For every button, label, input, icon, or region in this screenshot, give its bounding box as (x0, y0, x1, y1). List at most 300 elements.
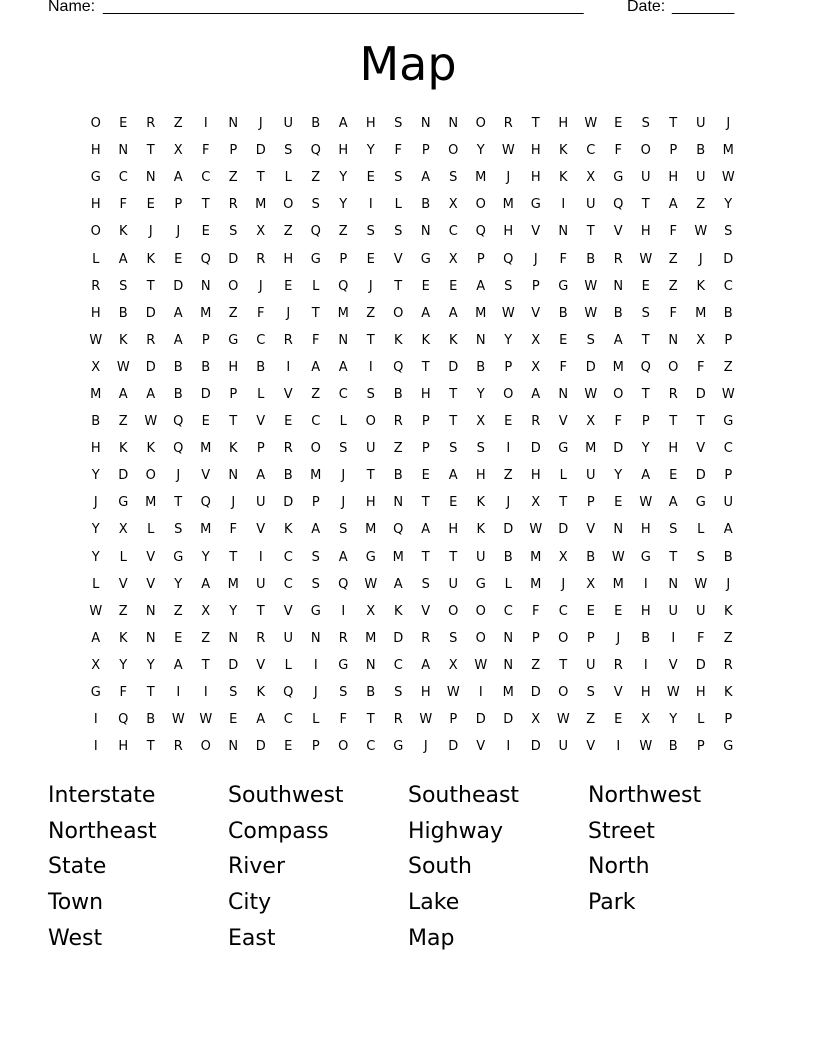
grid-letter[interactable]: C (558, 603, 568, 619)
grid-letter[interactable]: R (256, 630, 266, 646)
grid-letter[interactable]: Q (310, 224, 321, 240)
grid-letter[interactable]: I (286, 359, 291, 375)
grid-letter[interactable]: S (421, 576, 430, 592)
grid-letter[interactable]: N (228, 116, 239, 132)
grid-letter[interactable]: H (558, 116, 569, 132)
grid-letter[interactable]: T (559, 657, 568, 673)
grid-letter[interactable]: L (92, 576, 100, 592)
grid-letter[interactable]: X (448, 197, 458, 213)
grid-letter[interactable]: J (726, 116, 731, 132)
grid-letter[interactable]: Y (669, 712, 678, 728)
grid-letter[interactable]: Z (311, 386, 321, 402)
grid-letter[interactable]: P (201, 332, 210, 348)
grid-letter[interactable]: S (311, 576, 320, 592)
grid-letter[interactable]: N (310, 630, 321, 646)
grid-letter[interactable]: J (506, 170, 511, 186)
grid-letter[interactable]: N (558, 224, 569, 240)
grid-letter[interactable]: L (504, 576, 512, 592)
grid-letter[interactable]: T (201, 197, 210, 213)
grid-letter[interactable]: N (613, 278, 624, 294)
grid-letter[interactable]: N (228, 739, 239, 755)
grid-letter[interactable]: A (146, 386, 156, 402)
grid-letter[interactable]: S (476, 441, 485, 457)
grid-letter[interactable]: N (393, 495, 404, 511)
grid-letter[interactable]: R (421, 630, 431, 646)
grid-letter[interactable]: D (145, 359, 156, 375)
grid-letter[interactable]: Y (339, 170, 348, 186)
grid-letter[interactable]: M (90, 386, 102, 402)
grid-letter[interactable]: Q (503, 251, 514, 267)
grid-letter[interactable]: B (668, 739, 678, 755)
grid-letter[interactable]: W (501, 305, 515, 321)
grid-letter[interactable]: B (173, 386, 183, 402)
grid-letter[interactable]: M (310, 468, 322, 484)
grid-letter[interactable]: Q (200, 251, 211, 267)
grid-letter[interactable]: E (614, 495, 623, 511)
grid-letter[interactable]: F (202, 143, 210, 159)
grid-letter[interactable]: N (365, 657, 376, 673)
grid-letter[interactable]: X (448, 657, 458, 673)
grid-letter[interactable]: A (173, 170, 183, 186)
grid-letter[interactable]: T (146, 278, 155, 294)
grid-letter[interactable]: D (530, 441, 541, 457)
grid-letter[interactable]: O (613, 386, 624, 402)
grid-letter[interactable]: M (200, 305, 212, 321)
grid-letter[interactable]: T (449, 414, 458, 430)
grid-letter[interactable]: X (448, 251, 458, 267)
grid-letter[interactable]: L (697, 712, 705, 728)
grid-letter[interactable]: T (366, 332, 375, 348)
grid-letter[interactable]: N (668, 332, 679, 348)
grid-letter[interactable]: X (173, 143, 183, 159)
grid-letter[interactable]: J (341, 468, 346, 484)
grid-letter[interactable]: H (640, 522, 651, 538)
grid-letter[interactable]: B (393, 386, 403, 402)
grid-letter[interactable]: Z (228, 170, 238, 186)
grid-letter[interactable]: T (229, 549, 238, 565)
grid-letter[interactable]: N (420, 224, 431, 240)
grid-letter[interactable]: H (668, 441, 679, 457)
grid-letter[interactable]: L (312, 278, 320, 294)
grid-letter[interactable]: P (669, 143, 678, 159)
grid-letter[interactable]: T (201, 657, 210, 673)
grid-letter[interactable]: E (284, 278, 293, 294)
grid-letter[interactable]: E (421, 468, 430, 484)
grid-letter[interactable]: A (448, 468, 458, 484)
grid-letter[interactable]: Y (476, 143, 485, 159)
grid-letter[interactable]: T (146, 143, 155, 159)
grid-letter[interactable]: U (475, 549, 486, 565)
grid-letter[interactable]: J (506, 495, 511, 511)
grid-letter[interactable]: M (475, 305, 487, 321)
grid-letter[interactable]: Z (173, 603, 183, 619)
grid-letter[interactable]: L (697, 522, 705, 538)
grid-letter[interactable]: M (612, 576, 624, 592)
grid-letter[interactable]: W (694, 576, 708, 592)
grid-letter[interactable]: E (614, 116, 623, 132)
grid-letter[interactable]: P (311, 495, 320, 511)
grid-letter[interactable]: X (531, 332, 541, 348)
grid-letter[interactable]: V (668, 657, 678, 673)
grid-letter[interactable]: D (695, 386, 706, 402)
grid-letter[interactable]: T (174, 495, 183, 511)
grid-letter[interactable]: G (723, 414, 734, 430)
grid-letter[interactable]: E (641, 278, 650, 294)
grid-letter[interactable]: Z (393, 441, 403, 457)
grid-letter[interactable]: I (506, 739, 511, 755)
grid-letter[interactable]: P (229, 386, 238, 402)
grid-letter[interactable]: C (723, 441, 733, 457)
grid-letter[interactable]: V (613, 685, 623, 701)
grid-letter[interactable]: H (530, 468, 541, 484)
grid-letter[interactable]: R (613, 657, 623, 673)
grid-letter[interactable]: J (533, 251, 538, 267)
grid-letter[interactable]: J (561, 576, 566, 592)
grid-letter[interactable]: D (585, 359, 596, 375)
grid-letter[interactable]: S (449, 630, 458, 646)
grid-letter[interactable]: T (311, 305, 320, 321)
grid-letter[interactable]: D (695, 468, 706, 484)
grid-letter[interactable]: V (586, 739, 596, 755)
grid-letter[interactable]: J (258, 278, 263, 294)
grid-letter[interactable]: A (641, 468, 651, 484)
grid-letter[interactable]: H (118, 739, 129, 755)
grid-letter[interactable]: J (423, 739, 428, 755)
grid-letter[interactable]: B (558, 305, 568, 321)
grid-letter[interactable]: G (365, 549, 376, 565)
grid-letter[interactable]: E (284, 739, 293, 755)
grid-letter[interactable]: N (145, 603, 156, 619)
grid-letter[interactable]: V (393, 251, 403, 267)
grid-letter[interactable]: I (368, 359, 373, 375)
grid-letter[interactable]: I (643, 576, 648, 592)
grid-letter[interactable]: R (531, 414, 541, 430)
grid-letter[interactable]: B (723, 549, 733, 565)
grid-letter[interactable]: Q (118, 712, 129, 728)
grid-letter[interactable]: F (614, 143, 622, 159)
grid-letter[interactable]: M (227, 576, 239, 592)
grid-letter[interactable]: K (283, 522, 293, 538)
grid-letter[interactable]: M (200, 522, 212, 538)
grid-letter[interactable]: E (201, 414, 210, 430)
grid-letter[interactable]: I (176, 685, 181, 701)
grid-letter[interactable]: I (506, 441, 511, 457)
grid-letter[interactable]: B (256, 359, 266, 375)
grid-letter[interactable]: U (585, 468, 596, 484)
grid-letter[interactable]: A (421, 657, 431, 673)
grid-letter[interactable]: S (394, 224, 403, 240)
grid-letter[interactable]: E (284, 414, 293, 430)
grid-letter[interactable]: I (93, 739, 98, 755)
grid-letter[interactable]: U (668, 603, 678, 619)
grid-letter[interactable]: O (475, 116, 486, 132)
grid-letter[interactable]: F (229, 522, 237, 538)
grid-letter[interactable]: F (312, 332, 320, 348)
grid-letter[interactable]: O (448, 143, 459, 159)
grid-letter[interactable]: T (366, 712, 375, 728)
grid-letter[interactable]: A (668, 197, 678, 213)
grid-letter[interactable]: W (89, 603, 103, 619)
grid-letter[interactable]: I (616, 739, 621, 755)
grid-letter[interactable]: Q (393, 522, 404, 538)
grid-letter[interactable]: I (643, 657, 648, 673)
grid-letter[interactable]: A (668, 495, 678, 511)
grid-letter[interactable]: J (341, 495, 346, 511)
grid-letter[interactable]: D (695, 657, 706, 673)
grid-letter[interactable]: Z (668, 278, 678, 294)
grid-letter[interactable]: R (723, 657, 733, 673)
grid-letter[interactable]: H (530, 170, 541, 186)
grid-letter[interactable]: N (338, 332, 349, 348)
grid-letter[interactable]: M (612, 359, 624, 375)
grid-letter[interactable]: H (475, 468, 486, 484)
grid-letter[interactable]: P (339, 251, 348, 267)
grid-letter[interactable]: L (559, 468, 567, 484)
grid-letter[interactable]: D (723, 251, 734, 267)
grid-letter[interactable]: A (421, 170, 431, 186)
grid-letter[interactable]: M (365, 522, 377, 538)
grid-letter[interactable]: T (146, 685, 155, 701)
grid-letter[interactable]: K (476, 522, 486, 538)
grid-letter[interactable]: K (146, 251, 156, 267)
grid-letter[interactable]: V (201, 468, 211, 484)
grid-letter[interactable]: S (119, 278, 128, 294)
grid-letter[interactable]: G (723, 739, 734, 755)
grid-letter[interactable]: O (448, 603, 459, 619)
grid-letter[interactable]: A (531, 386, 541, 402)
grid-letter[interactable]: T (449, 386, 458, 402)
grid-letter[interactable]: V (283, 603, 293, 619)
grid-letter[interactable]: F (669, 224, 677, 240)
grid-letter[interactable]: A (613, 332, 623, 348)
grid-letter[interactable]: K (448, 332, 458, 348)
grid-letter[interactable]: D (228, 657, 239, 673)
grid-letter[interactable]: K (558, 170, 568, 186)
grid-letter[interactable]: B (146, 712, 156, 728)
grid-letter[interactable]: F (697, 630, 705, 646)
grid-letter[interactable]: M (365, 630, 377, 646)
grid-letter[interactable]: V (476, 739, 486, 755)
grid-letter[interactable]: G (90, 170, 101, 186)
grid-letter[interactable]: O (283, 197, 294, 213)
grid-letter[interactable]: B (696, 143, 706, 159)
grid-letter[interactable]: U (283, 116, 293, 132)
grid-letter[interactable]: K (118, 224, 128, 240)
grid-letter[interactable]: C (201, 170, 211, 186)
grid-letter[interactable]: S (724, 224, 733, 240)
grid-letter[interactable]: Z (338, 224, 348, 240)
grid-letter[interactable]: W (639, 739, 653, 755)
grid-letter[interactable]: K (118, 441, 128, 457)
grid-letter[interactable]: J (726, 576, 731, 592)
grid-letter[interactable]: J (176, 468, 181, 484)
grid-letter[interactable]: Y (201, 549, 210, 565)
grid-letter[interactable]: E (119, 116, 128, 132)
grid-letter[interactable]: W (584, 116, 598, 132)
grid-letter[interactable]: A (256, 468, 266, 484)
grid-letter[interactable]: S (696, 549, 705, 565)
grid-letter[interactable]: T (669, 116, 678, 132)
grid-letter[interactable]: F (532, 603, 540, 619)
grid-letter[interactable]: S (669, 522, 678, 538)
grid-letter[interactable]: W (501, 143, 515, 159)
grid-letter[interactable]: W (144, 414, 158, 430)
grid-letter[interactable]: M (722, 143, 734, 159)
grid-letter[interactable]: K (256, 685, 266, 701)
grid-letter[interactable]: E (421, 278, 430, 294)
grid-letter[interactable]: W (556, 712, 570, 728)
grid-letter[interactable]: I (313, 657, 318, 673)
grid-letter[interactable]: H (640, 224, 651, 240)
grid-letter[interactable]: W (89, 332, 103, 348)
grid-letter[interactable]: D (558, 522, 569, 538)
grid-letter[interactable]: T (146, 739, 155, 755)
grid-letter[interactable]: Q (640, 359, 651, 375)
grid-letter[interactable]: O (558, 685, 569, 701)
grid-letter[interactable]: G (228, 332, 239, 348)
grid-letter[interactable]: S (229, 224, 238, 240)
grid-letter[interactable]: X (531, 712, 541, 728)
grid-letter[interactable]: Y (146, 657, 155, 673)
grid-letter[interactable]: N (145, 170, 156, 186)
grid-letter[interactable]: U (448, 576, 458, 592)
grid-letter[interactable]: T (641, 332, 650, 348)
grid-letter[interactable]: L (394, 197, 402, 213)
grid-letter[interactable]: T (669, 549, 678, 565)
grid-letter[interactable]: J (258, 116, 263, 132)
grid-letter[interactable]: I (561, 197, 566, 213)
grid-letter[interactable]: E (146, 197, 155, 213)
grid-letter[interactable]: D (255, 739, 266, 755)
grid-letter[interactable]: A (201, 576, 211, 592)
grid-letter[interactable]: H (338, 143, 349, 159)
grid-letter[interactable]: M (337, 305, 349, 321)
grid-letter[interactable]: P (421, 143, 430, 159)
grid-letter[interactable]: B (641, 630, 651, 646)
grid-letter[interactable]: P (421, 414, 430, 430)
grid-letter[interactable]: G (173, 549, 184, 565)
grid-letter[interactable]: Q (200, 495, 211, 511)
grid-letter[interactable]: L (339, 414, 347, 430)
grid-letter[interactable]: X (586, 576, 596, 592)
grid-letter[interactable]: G (338, 657, 349, 673)
grid-letter[interactable]: A (421, 522, 431, 538)
grid-letter[interactable]: C (723, 278, 733, 294)
grid-letter[interactable]: B (201, 359, 211, 375)
grid-letter[interactable]: I (478, 685, 483, 701)
grid-letter[interactable]: J (286, 305, 291, 321)
grid-letter[interactable]: P (311, 739, 320, 755)
grid-letter[interactable]: B (366, 685, 376, 701)
grid-letter[interactable]: A (311, 522, 321, 538)
grid-letter[interactable]: A (118, 386, 128, 402)
grid-letter[interactable]: P (531, 630, 540, 646)
grid-letter[interactable]: P (229, 143, 238, 159)
grid-letter[interactable]: M (200, 441, 212, 457)
grid-letter[interactable]: S (394, 685, 403, 701)
grid-letter[interactable]: U (723, 495, 733, 511)
grid-letter[interactable]: R (146, 116, 156, 132)
grid-letter[interactable]: Y (174, 576, 183, 592)
grid-letter[interactable]: L (147, 522, 155, 538)
grid-letter[interactable]: N (420, 116, 431, 132)
grid-letter[interactable]: W (694, 224, 708, 240)
grid-letter[interactable]: W (666, 685, 680, 701)
grid-letter[interactable]: X (558, 549, 568, 565)
grid-letter[interactable]: N (613, 522, 624, 538)
grid-letter[interactable]: L (284, 657, 292, 673)
grid-letter[interactable]: C (283, 549, 293, 565)
grid-letter[interactable]: B (503, 549, 513, 565)
grid-letter[interactable]: H (283, 251, 294, 267)
grid-letter[interactable]: O (475, 630, 486, 646)
grid-letter[interactable]: W (199, 712, 213, 728)
grid-letter[interactable]: Z (531, 657, 541, 673)
grid-letter[interactable]: A (476, 278, 486, 294)
grid-letter[interactable]: B (283, 468, 293, 484)
grid-letter[interactable]: Y (724, 197, 733, 213)
grid-letter[interactable]: B (311, 116, 321, 132)
grid-letter[interactable]: W (116, 359, 130, 375)
grid-letter[interactable]: N (448, 116, 459, 132)
grid-letter[interactable]: S (449, 441, 458, 457)
grid-letter[interactable]: P (531, 278, 540, 294)
grid-letter[interactable]: K (393, 332, 403, 348)
grid-letter[interactable]: O (668, 359, 679, 375)
grid-letter[interactable]: M (530, 576, 542, 592)
grid-letter[interactable]: J (313, 685, 318, 701)
grid-letter[interactable]: L (312, 712, 320, 728)
grid-letter[interactable]: J (368, 278, 373, 294)
grid-letter[interactable]: T (559, 495, 568, 511)
grid-letter[interactable]: A (723, 522, 733, 538)
grid-letter[interactable]: R (228, 197, 238, 213)
grid-letter[interactable]: Y (91, 522, 100, 538)
grid-letter[interactable]: W (584, 305, 598, 321)
grid-letter[interactable]: D (200, 386, 211, 402)
grid-letter[interactable]: D (393, 630, 404, 646)
grid-letter[interactable]: Q (613, 197, 624, 213)
grid-letter[interactable]: K (723, 685, 733, 701)
grid-letter[interactable]: Q (283, 685, 294, 701)
grid-letter[interactable]: A (393, 576, 403, 592)
grid-letter[interactable]: R (503, 116, 513, 132)
grid-letter[interactable]: B (91, 414, 101, 430)
grid-letter[interactable]: V (613, 224, 623, 240)
grid-letter[interactable]: M (255, 197, 267, 213)
grid-letter[interactable]: W (364, 576, 378, 592)
grid-letter[interactable]: F (697, 359, 705, 375)
grid-letter[interactable]: C (256, 332, 266, 348)
grid-letter[interactable]: C (283, 712, 293, 728)
grid-letter[interactable]: G (118, 495, 129, 511)
grid-letter[interactable]: Z (696, 197, 706, 213)
grid-letter[interactable]: N (668, 576, 679, 592)
grid-letter[interactable]: Y (339, 197, 348, 213)
grid-letter[interactable]: U (695, 116, 706, 132)
grid-letter[interactable]: P (724, 468, 733, 484)
grid-letter[interactable]: M (502, 685, 514, 701)
grid-letter[interactable]: S (366, 224, 375, 240)
grid-letter[interactable]: K (146, 441, 156, 457)
grid-letter[interactable]: Q (310, 143, 321, 159)
grid-letter[interactable]: F (614, 414, 622, 430)
grid-letter[interactable]: V (118, 576, 128, 592)
grid-letter[interactable]: S (339, 685, 348, 701)
grid-letter[interactable]: I (258, 549, 263, 565)
grid-letter[interactable]: H (420, 685, 431, 701)
grid-letter[interactable]: D (503, 712, 514, 728)
